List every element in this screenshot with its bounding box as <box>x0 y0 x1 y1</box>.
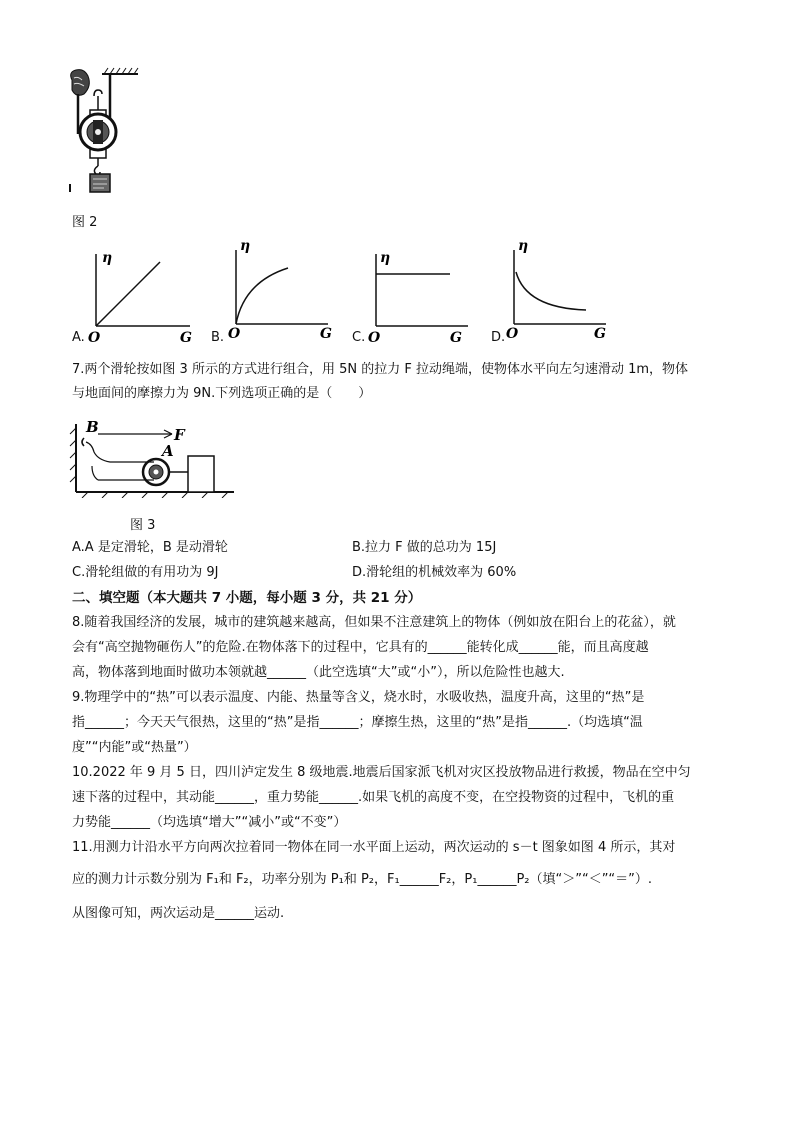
q9-line-2: 指______；今天天气很热，这里的“热”是指______；摩擦生热，这里的“热”是指______.（均选填“温 <box>72 715 643 730</box>
q7-line-1: 7.两个滑轮按如图 3 所示的方式进行组合，用 5N 的拉力 F 拉动绳端，使物体水平向左匀速滑动 1m，物体 <box>72 362 689 377</box>
x-axis-label: G <box>594 326 606 342</box>
figure-3-pulley-system <box>68 416 238 498</box>
label-b: B <box>86 418 99 436</box>
q8-line-2: 会有“高空抛物砸伤人”的危险.在物体落下的过程中，它具有的______能转化成______能，而且高度越 <box>72 640 649 655</box>
origin-label: O <box>228 326 241 342</box>
q10-line-3: 力势能______（均选填“增大”“减小”或“不变”） <box>72 815 347 830</box>
y-axis-label: η <box>240 238 251 254</box>
origin-label: O <box>88 330 101 346</box>
y-axis-label: η <box>380 250 391 266</box>
graph-option-b-label: B. <box>211 330 225 345</box>
x-axis-label: G <box>320 326 332 342</box>
q10-line-2: 速下落的过程中，其动能______，重力势能______.如果飞机的高度不变，在空投物资的过程中，飞机的重 <box>72 790 675 805</box>
graph-option-d <box>490 236 620 346</box>
label-f: F <box>174 426 185 444</box>
q7-option-d[interactable]: D.滑轮组的机械效率为 60% <box>352 565 517 580</box>
graph-option-c <box>352 248 482 348</box>
origin-label: O <box>506 326 519 342</box>
graph-option-c-label: C. <box>352 330 366 345</box>
q7-option-b[interactable]: B.拉力 F 做的总功为 15J <box>352 540 497 555</box>
q7-option-c[interactable]: C.滑轮组做的有用功为 9J <box>72 565 219 580</box>
section-2-title: 二、填空题（本大题共 7 小题，每小题 3 分，共 21 分） <box>72 590 422 606</box>
q11-line-1: 11.用测力计沿水平方向两次拉着同一物体在同一水平面上运动，两次运动的 s－t 图象如图 4 所示，其对 <box>72 840 676 855</box>
x-axis-label: G <box>180 330 192 346</box>
x-axis-label: G <box>450 330 462 346</box>
origin-label: O <box>368 330 381 346</box>
q8-line-3: 高，物体落到地面时做功本领就越______（此空选填“大”或“小”），所以危险性也越大. <box>72 665 565 680</box>
y-axis-label: η <box>102 250 113 266</box>
figure-2-label: 图 2 <box>72 215 98 230</box>
q11-line-2: 应的测力计示数分别为 F₁和 F₂，功率分别为 P₁和 P₂，F₁______F₂，P₁______P₂（填“＞”“＜”“＝”）. <box>72 872 653 887</box>
graph-option-b <box>212 236 342 346</box>
q9-line-3: 度”“内能”或“热量”） <box>72 740 197 755</box>
q9-line-1: 9.物理学中的“热”可以表示温度、内能、热量等含义，烧水时，水吸收热，温度升高，这里的“热”是 <box>72 690 645 705</box>
figure-3-label: 图 3 <box>130 518 156 533</box>
q11-line-3: 从图像可知，两次运动是______运动. <box>72 906 285 921</box>
graph-option-a <box>72 248 202 348</box>
label-a: A <box>162 442 174 460</box>
q7-option-a[interactable]: A.A 是定滑轮，B 是动滑轮 <box>72 540 228 555</box>
figure-2-pulley <box>62 66 142 196</box>
q8-line-1: 8.随着我国经济的发展，城市的建筑越来越高，但如果不注意建筑上的物体（例如放在阳台上的花盆），就 <box>72 615 676 630</box>
q10-line-1: 10.2022 年 9 月 5 日，四川泸定发生 8 级地震.地震后国家派飞机对灾区投放物品进行救援，物品在空中匀 <box>72 765 691 780</box>
q7-line-2: 与地面间的摩擦力为 9N.下列选项正确的是（ ） <box>72 386 372 401</box>
y-axis-label: η <box>518 238 529 254</box>
graph-option-d-label: D. <box>491 330 506 345</box>
graph-option-a-label: A. <box>72 330 85 345</box>
